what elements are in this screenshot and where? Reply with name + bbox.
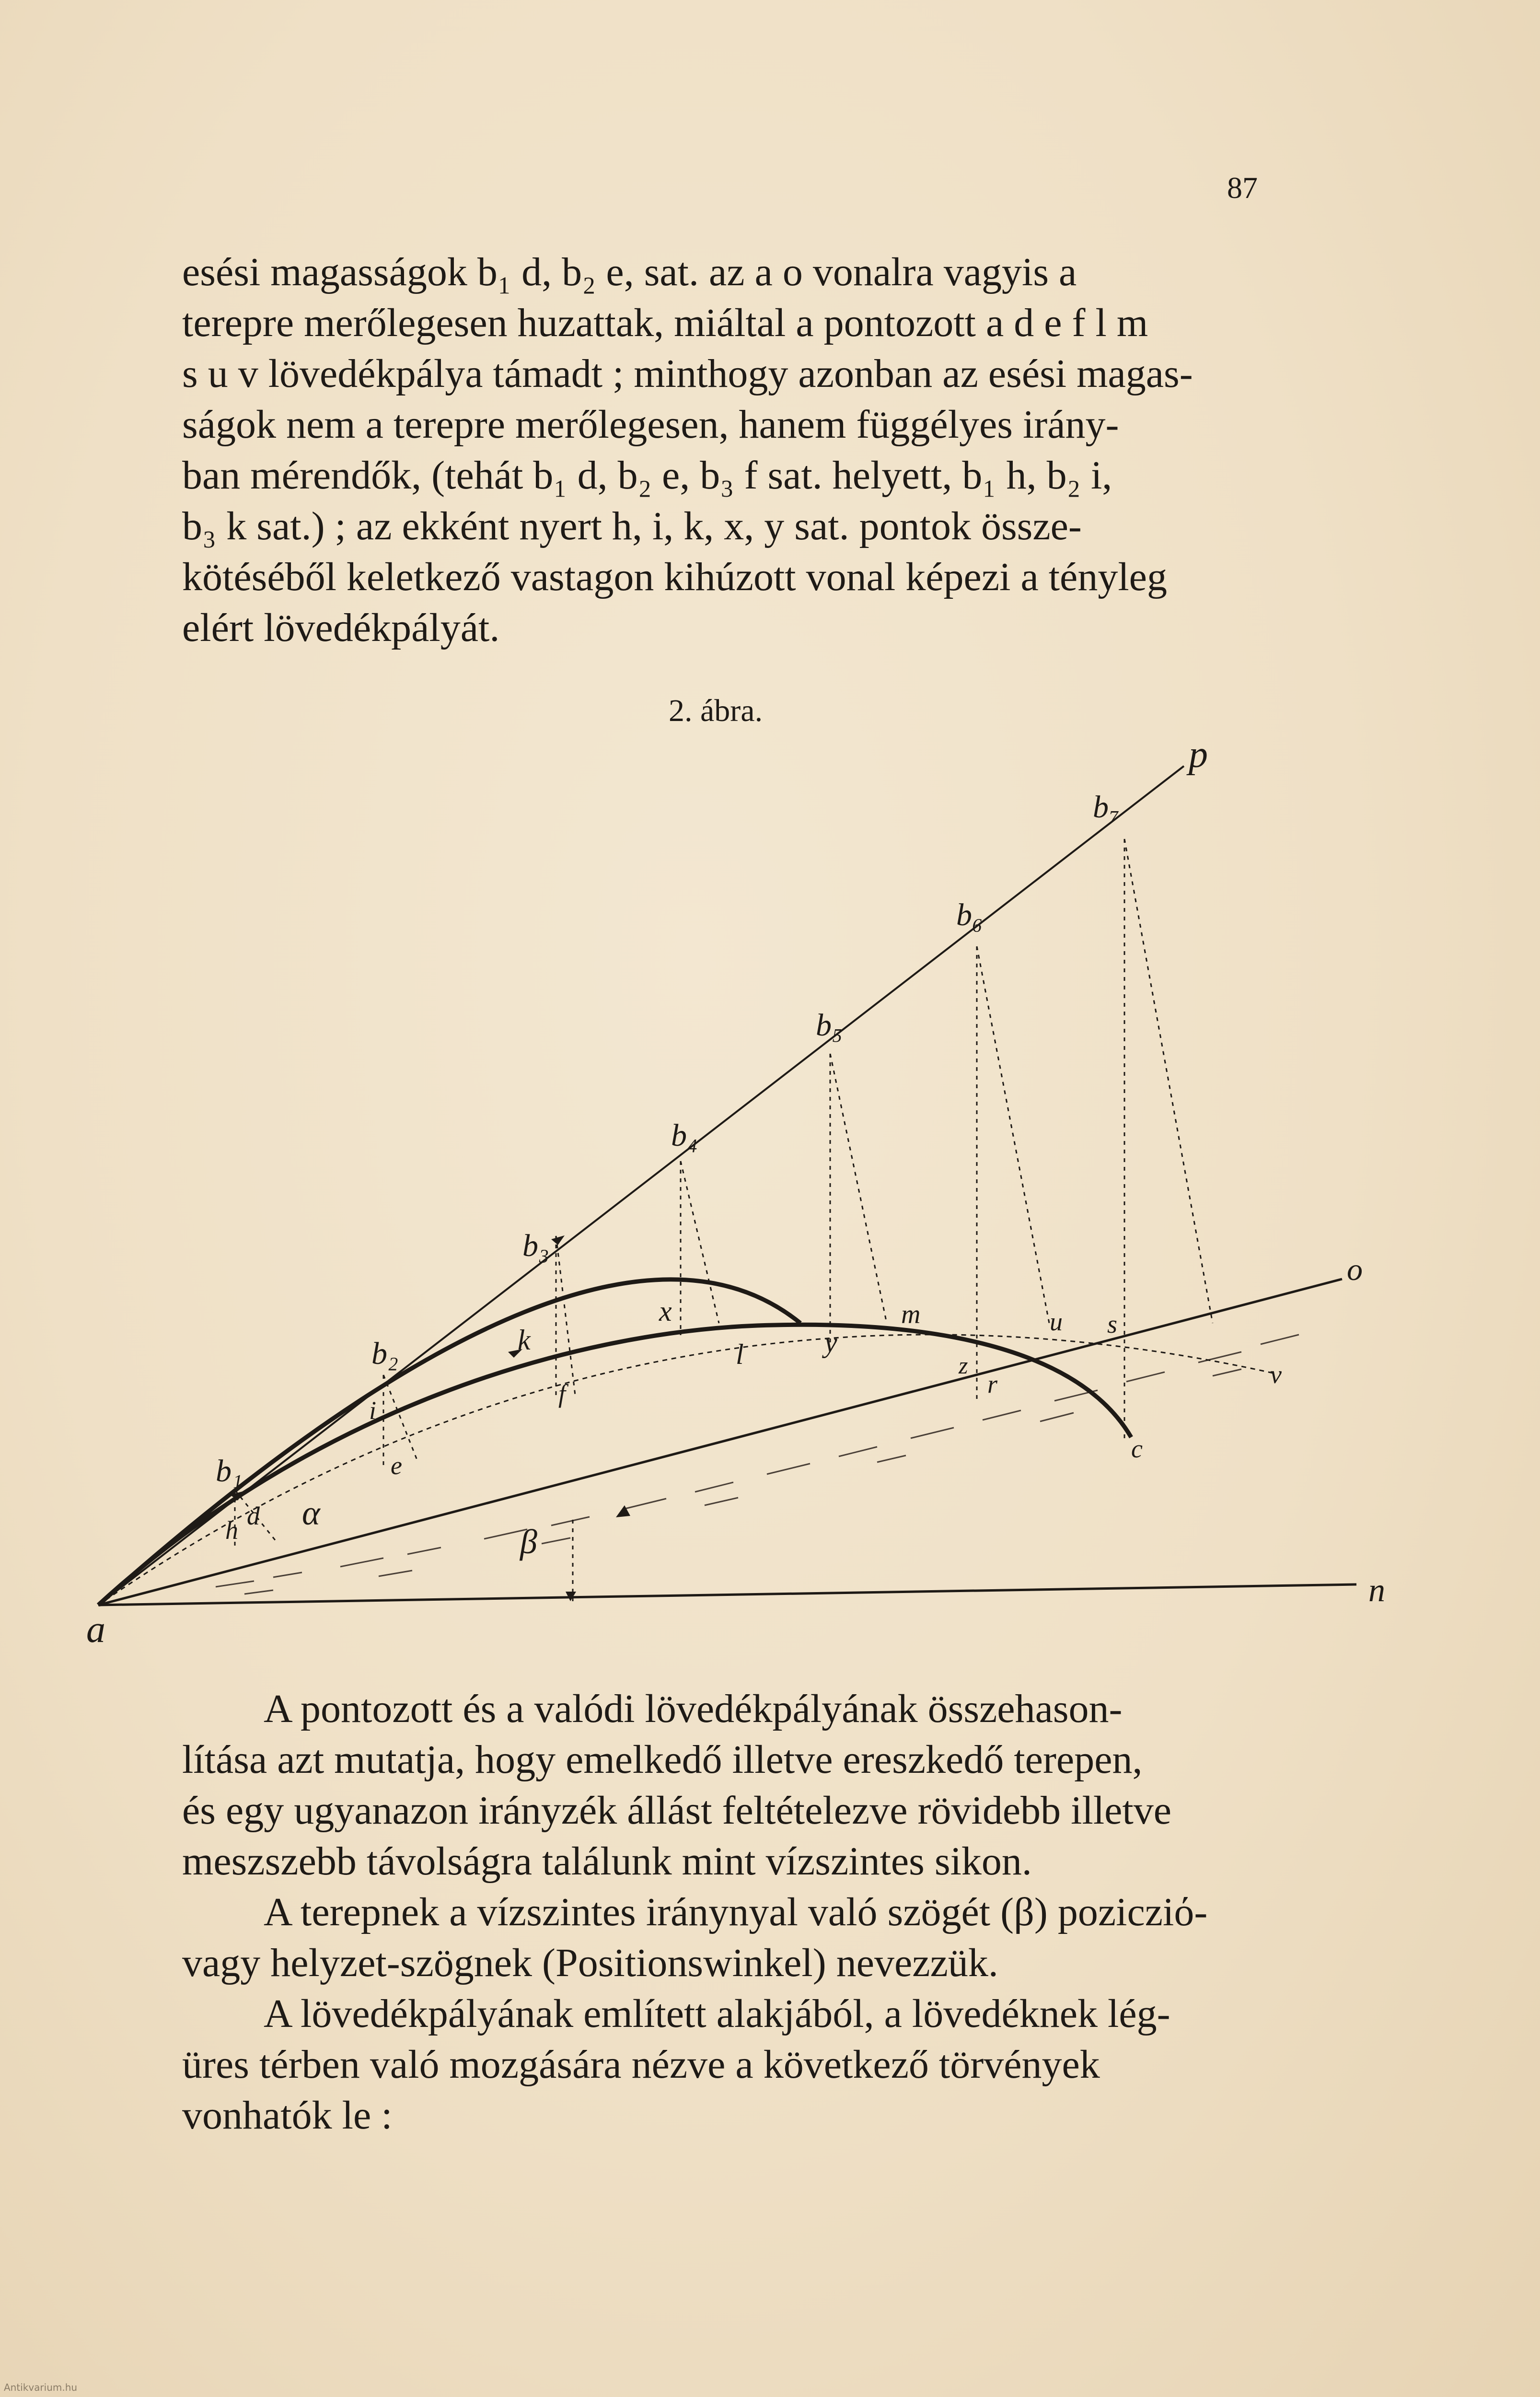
page-number: 87 <box>1227 171 1258 205</box>
label-z: z <box>959 1352 968 1379</box>
label-b4: b₄ <box>671 1118 698 1153</box>
label-e: e <box>391 1451 402 1480</box>
text-line: vagy helyzet-szögnek (Positionswinkel) nevezzük. <box>182 1941 998 1985</box>
label-k: k <box>518 1324 531 1356</box>
text-line: s u v lövedékpálya támadt ; minthogy azonban az esési magas- <box>182 351 1193 396</box>
trajectory-svg <box>72 729 1395 1668</box>
label-m: m <box>901 1300 921 1329</box>
label-u: u <box>1050 1307 1063 1336</box>
label-v: v <box>1270 1360 1282 1389</box>
text-line: meszszebb távolságra találunk mint vízszintes sikon. <box>182 1839 1032 1884</box>
paragraph-1 <box>182 247 1265 653</box>
text-line: b₃ k sat.) ; az ekként nyert h, i, k, x, y sat. pontok össze- <box>182 504 1082 548</box>
text-line: lítása azt mutatja, hogy emelkedő illetve ereszkedő terepen, <box>182 1737 1143 1782</box>
text-line: és egy ugyanazon irányzék állást feltételezve rövidebb illetve <box>182 1788 1172 1833</box>
label-a: a <box>86 1608 105 1651</box>
label-b7: b₇ <box>1093 790 1120 825</box>
label-d: d <box>247 1501 260 1530</box>
watermark-text: Antikvarium.hu <box>4 2382 78 2393</box>
label-l: l <box>736 1338 744 1370</box>
label-i: i <box>369 1396 377 1425</box>
label-b1: b₁ <box>216 1454 243 1489</box>
label-o: o <box>1347 1252 1363 1287</box>
label-n: n <box>1368 1572 1385 1609</box>
text-line: A terepnek a vízszintes iránynyal való szögét (β) pozicziό- <box>264 1890 1208 1934</box>
label-c: c <box>1131 1434 1143 1463</box>
text-line: elért lövedékpályát. <box>182 605 500 650</box>
label-b5: b₅ <box>816 1008 843 1043</box>
terrain-hatching <box>216 1335 1299 1594</box>
sight-line <box>98 766 1184 1605</box>
figure-caption: 2. ábra. <box>669 693 763 728</box>
text-line: ságok nem a terepre merőlegesen, hanem függélyes irány- <box>182 402 1119 447</box>
horizontal-line <box>98 1584 1356 1605</box>
label-p: p <box>1189 733 1208 776</box>
text-line: A pontozott és a valódi lövedékpályának összehason- <box>264 1687 1123 1731</box>
label-h: h <box>225 1516 238 1545</box>
label-f: f <box>558 1379 566 1408</box>
text-line: üres térben való mozgására nézve a következő törvények <box>182 2042 1100 2087</box>
label-alpha: α <box>302 1494 320 1532</box>
text-line: kötéséből keletkező vastagon kihúzott vonal képezi a tényleg <box>182 555 1167 599</box>
drop-lines <box>235 839 1213 1601</box>
label-x: x <box>659 1295 672 1327</box>
label-b2: b₂ <box>371 1336 398 1371</box>
text-line: A lövedékpályának említett alakjából, a lövedéknek lég- <box>264 1991 1170 2036</box>
text-line: ban mérendők, (tehát b₁ d, b₂ e, b₃ f sat. helyett, b₁ h, b₂ i, <box>182 453 1112 498</box>
text-line: terepre merőlegesen huzattak, miáltal a pontozott a d e f l m <box>182 301 1148 345</box>
label-s: s <box>1107 1310 1118 1338</box>
paragraph-2 <box>182 1684 1265 2141</box>
label-beta: β <box>520 1523 537 1561</box>
label-b3: b₃ <box>522 1228 549 1263</box>
arrow-marks <box>230 1235 630 1601</box>
label-y: y <box>824 1326 837 1358</box>
trajectory-diagram <box>72 729 1395 1668</box>
label-b6: b₆ <box>956 897 983 932</box>
text-line: vonhatók le : <box>182 2093 393 2138</box>
text-line: esési magasságok b₁ d, b₂ e, sat. az a o vonalra vagyis a <box>182 250 1077 294</box>
label-r: r <box>987 1370 998 1398</box>
